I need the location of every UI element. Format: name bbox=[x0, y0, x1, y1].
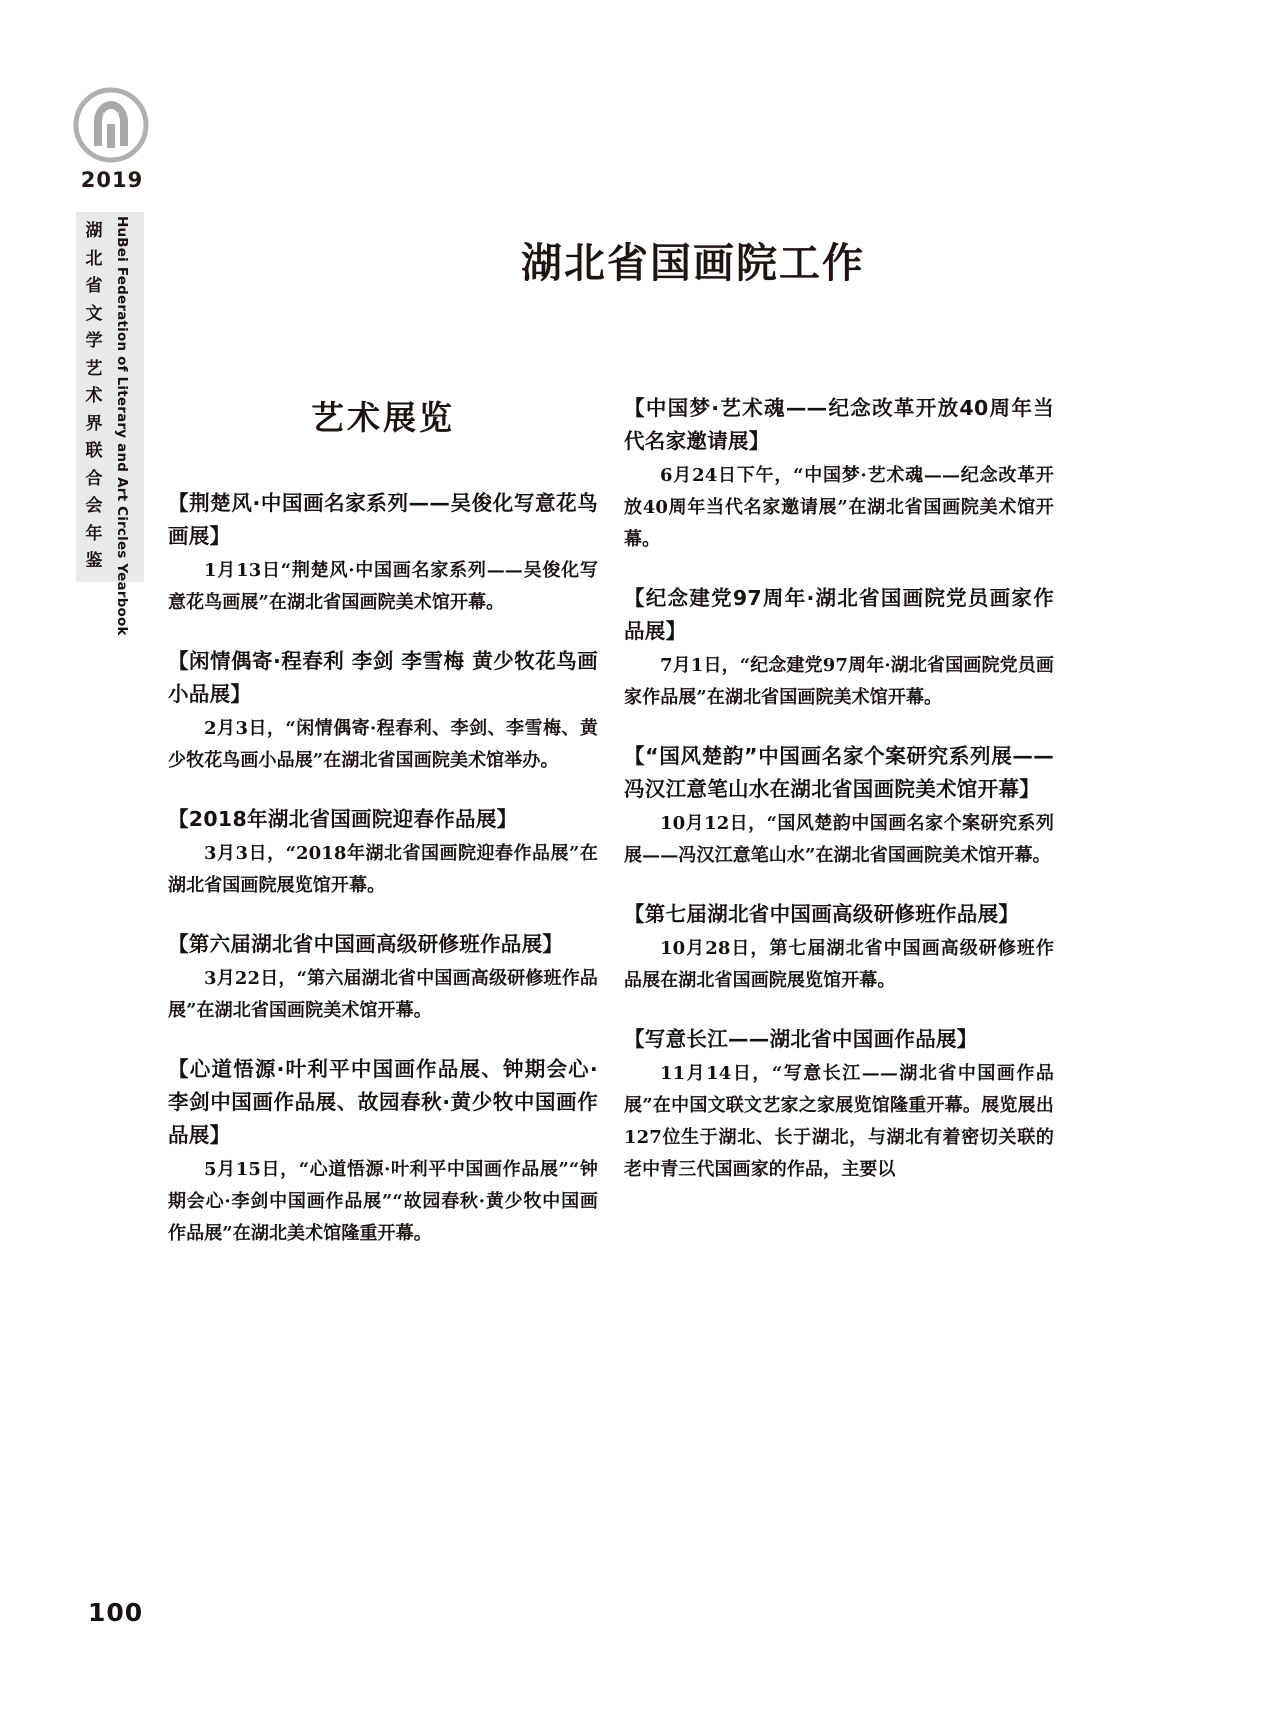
entry-body: 2月3日，“闲情偶寄·程春利、李剑、李雪梅、黄少牧花鸟画小品展”在湖北省国画院美术馆举办。 bbox=[168, 718, 598, 771]
entry-title: 【纪念建党97周年·湖北省国画院党员画家作品展】 bbox=[624, 586, 1054, 643]
entry-body: 3月3日，“2018年湖北省国画院迎春作品展”在湖北省国画院展览馆开幕。 bbox=[168, 843, 598, 896]
exhibition-entry bbox=[168, 487, 598, 619]
column-right bbox=[624, 392, 1054, 1212]
exhibition-entry bbox=[168, 928, 598, 1027]
yearbook-emblem-icon bbox=[72, 86, 150, 164]
exhibition-entry bbox=[624, 898, 1054, 997]
article-columns bbox=[168, 392, 1058, 1452]
entry-body: 10月28日，第七届湖北省中国画高级研修班作品展在湖北省国画院展览馆开幕。 bbox=[624, 938, 1054, 991]
entry-body: 6月24日下午，“中国梦·艺术魂——纪念改革开放40周年当代名家邀请展”在湖北省国画院美术馆开幕。 bbox=[624, 465, 1054, 550]
entry-title: 【心道悟源·叶利平中国画作品展、钟期会心·李剑中国画作品展、故园春秋·黄少牧中国画作品展】 bbox=[168, 1057, 598, 1147]
entry-body: 3月22日，“第六届湖北省中国画高级研修班作品展”在湖北省国画院美术馆开幕。 bbox=[168, 968, 598, 1021]
column-left bbox=[168, 392, 598, 1276]
section-heading: 艺术展览 bbox=[311, 398, 455, 437]
yearbook-year: 2019 bbox=[80, 168, 144, 192]
page-number: 100 bbox=[88, 1598, 144, 1627]
exhibition-entry bbox=[168, 1053, 598, 1250]
exhibition-entry bbox=[168, 645, 598, 777]
page-title: 湖北省国画院工作 bbox=[521, 239, 865, 288]
entry-title: 【闲情偶寄·程春利 李剑 李雪梅 黄少牧花鸟画小品展】 bbox=[168, 649, 598, 706]
exhibition-entry bbox=[168, 803, 598, 902]
sidebar-title-cn: 湖北省文学艺术界联合会年鉴 bbox=[85, 221, 103, 571]
entry-title: 【2018年湖北省国画院迎春作品展】 bbox=[168, 807, 518, 831]
exhibition-entry bbox=[624, 582, 1054, 714]
entry-title: 【中国梦·艺术魂——纪念改革开放40周年当代名家邀请展】 bbox=[624, 396, 1054, 453]
entry-title: 【荆楚风·中国画名家系列——吴俊化写意花鸟画展】 bbox=[168, 491, 598, 548]
entry-body: 1月13日“荆楚风·中国画名家系列——吴俊化写意花鸟画展”在湖北省国画院美术馆开幕。 bbox=[168, 560, 598, 613]
entry-title: 【写意长江——湖北省中国画作品展】 bbox=[624, 1027, 978, 1051]
exhibition-entry bbox=[624, 392, 1054, 556]
entry-title: 【第六届湖北省中国画高级研修班作品展】 bbox=[168, 932, 564, 956]
entry-title: 【第七届湖北省中国画高级研修班作品展】 bbox=[624, 902, 1020, 926]
entry-body: 11月14日，“写意长江——湖北省中国画作品展”在中国文联文艺家之家展览馆隆重开幕。展览展出127位生于湖北、长于湖北，与湖北有着密切关联的老中青三代国画家的作品，主要以 bbox=[624, 1063, 1054, 1180]
exhibition-entry bbox=[624, 1023, 1054, 1186]
exhibition-entry bbox=[624, 740, 1054, 872]
entry-body: 10月12日，“国风楚韵中国画名家个案研究系列展——冯汉江意笔山水”在湖北省国画院美术馆开幕。 bbox=[624, 813, 1054, 866]
entry-body: 7月1日，“纪念建党97周年·湖北省国画院党员画家作品展”在湖北省国画院美术馆开幕。 bbox=[624, 655, 1054, 708]
sidebar-title-en: HuBei Federation of Literary and Art Circles Yearbook bbox=[114, 216, 130, 636]
entry-body: 5月15日，“心道悟源·叶利平中国画作品展”“钟期会心·李剑中国画作品展”“故园春秋·黄少牧中国画作品展”在湖北美术馆隆重开幕。 bbox=[168, 1159, 598, 1244]
entry-title: 【“国风楚韵”中国画名家个案研究系列展——冯汉江意笔山水在湖北省国画院美术馆开幕】 bbox=[624, 744, 1054, 801]
